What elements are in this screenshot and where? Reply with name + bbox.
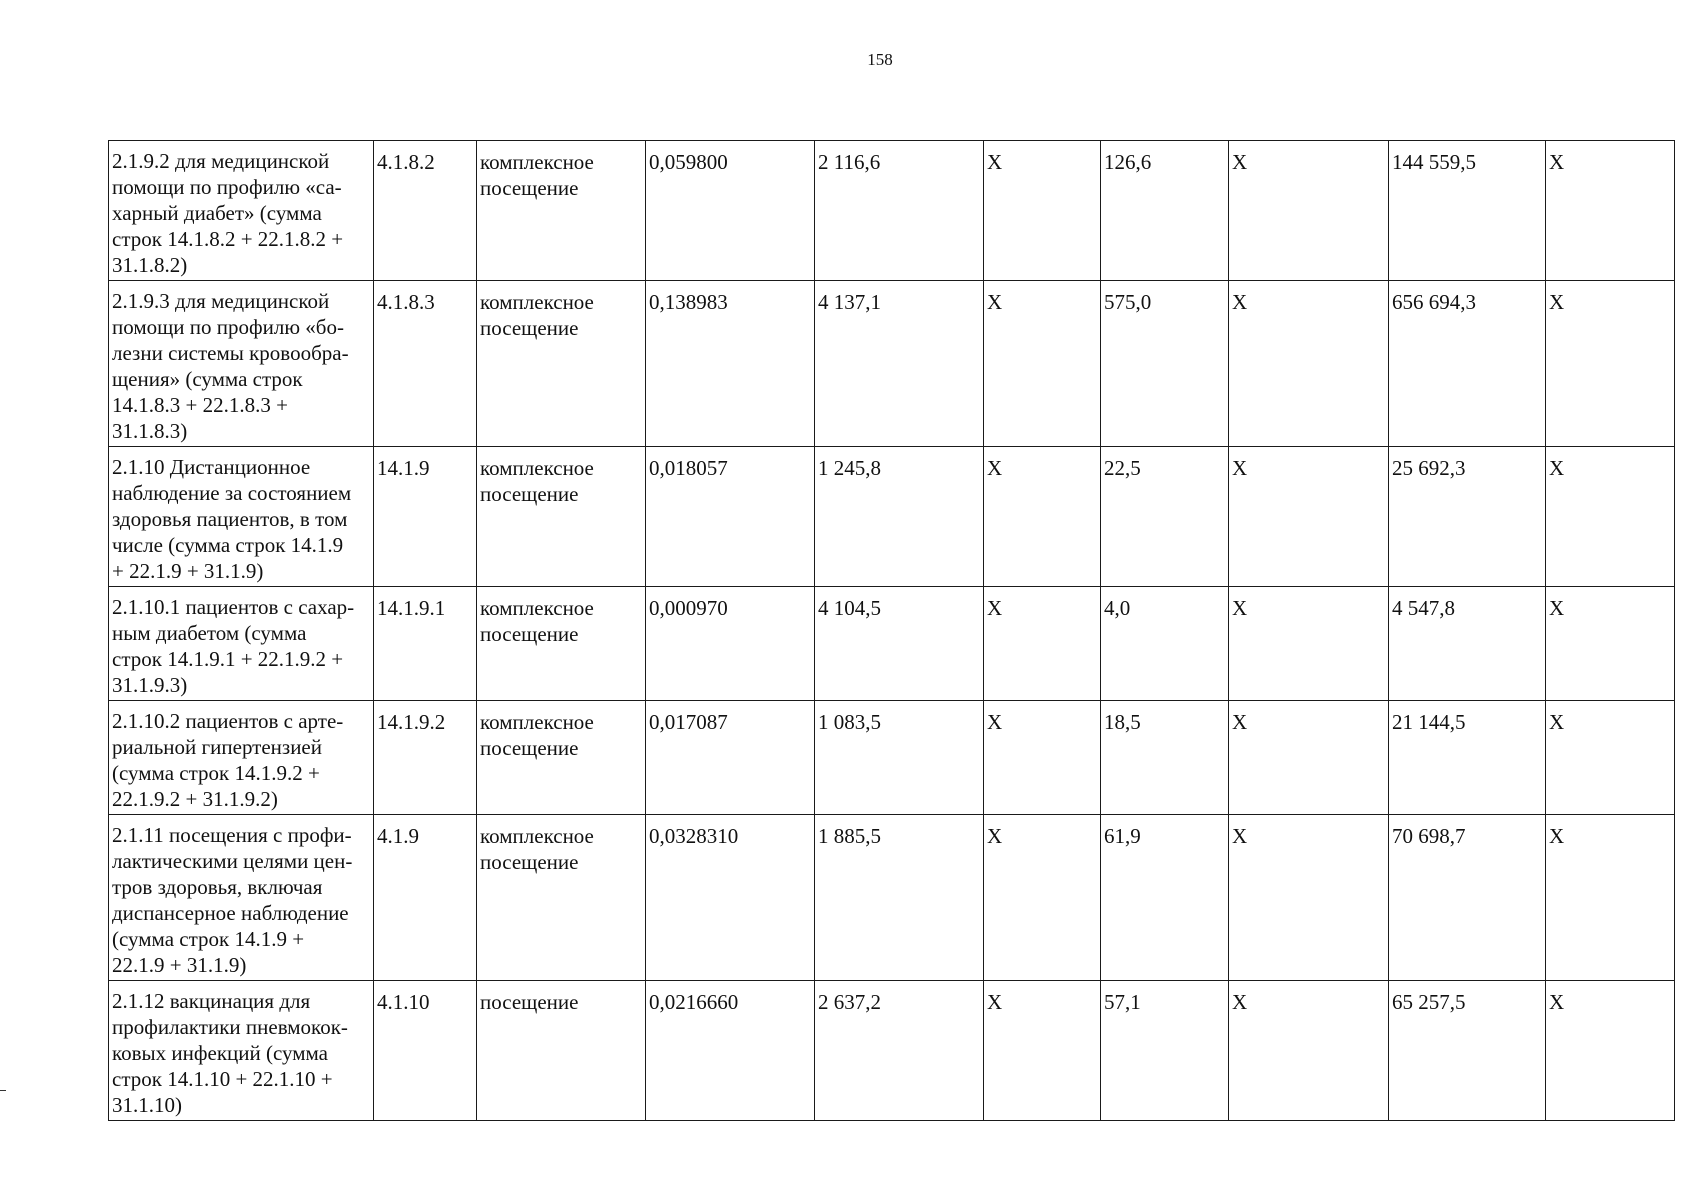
row-value-col10: X (1546, 701, 1675, 815)
row-unit: комплексное посещение (477, 447, 646, 587)
row-code: 4.1.8.2 (374, 141, 477, 281)
row-description: 2.1.9.3 для медицинской помощи по профилю «бо- лезни системы кровообра- щения» (сумма строк 14.1.8.3 + 22.1.8.3 + 31.1.8.3) (109, 281, 374, 447)
row-value-col5: 1 885,5 (815, 815, 984, 981)
row-value-col6: X (984, 141, 1101, 281)
row-value-col9: 65 257,5 (1389, 981, 1546, 1121)
row-value-col8: X (1229, 981, 1389, 1121)
row-value-col6: X (984, 281, 1101, 447)
row-value-col6: X (984, 815, 1101, 981)
table-row (109, 141, 1675, 281)
row-value-col8: X (1229, 701, 1389, 815)
row-unit: комплексное посещение (477, 281, 646, 447)
table-row (109, 447, 1675, 587)
row-value-col4: 0,018057 (646, 447, 815, 587)
row-value-col10: X (1546, 587, 1675, 701)
row-value-col4: 0,0328310 (646, 815, 815, 981)
row-value-col10: X (1546, 281, 1675, 447)
row-value-col8: X (1229, 281, 1389, 447)
row-value-col4: 0,138983 (646, 281, 815, 447)
page-number: 158 (867, 50, 893, 69)
row-value-col9: 4 547,8 (1389, 587, 1546, 701)
row-value-col4: 0,017087 (646, 701, 815, 815)
data-table (108, 140, 1675, 1121)
row-value-col8: X (1229, 587, 1389, 701)
table-row (109, 815, 1675, 981)
table-row (109, 701, 1675, 815)
row-value-col6: X (984, 981, 1101, 1121)
row-value-col9: 144 559,5 (1389, 141, 1546, 281)
table-row (109, 981, 1675, 1121)
row-code: 14.1.9.1 (374, 587, 477, 701)
row-value-col7: 4,0 (1101, 587, 1229, 701)
row-value-col7: 18,5 (1101, 701, 1229, 815)
row-value-col5: 1 083,5 (815, 701, 984, 815)
row-description: 2.1.10.2 пациентов с арте- риальной гипертензией (сумма строк 14.1.9.2 + 22.1.9.2 + 31.1.9.2) (109, 701, 374, 815)
row-description: 2.1.11 посещения с профи- лактическими целями цен- тров здоровья, включая диспансерное наблюдение (сумма строк 14.1.9 + 22.1.9 + 31.1.9) (109, 815, 374, 981)
row-value-col9: 70 698,7 (1389, 815, 1546, 981)
row-value-col4: 0,000970 (646, 587, 815, 701)
table-row (109, 587, 1675, 701)
row-description: 2.1.10 Дистанционное наблюдение за состоянием здоровья пациентов, в том числе (сумма строк 14.1.9 + 22.1.9 + 31.1.9) (109, 447, 374, 587)
row-code: 14.1.9.2 (374, 701, 477, 815)
row-value-col5: 4 104,5 (815, 587, 984, 701)
row-value-col9: 21 144,5 (1389, 701, 1546, 815)
row-description: 2.1.9.2 для медицинской помощи по профилю «са- харный диабет» (сумма строк 14.1.8.2 + 22.1.8.2 + 31.1.8.2) (109, 141, 374, 281)
row-value-col10: X (1546, 981, 1675, 1121)
row-value-col4: 0,0216660 (646, 981, 815, 1121)
row-value-col10: X (1546, 815, 1675, 981)
table-row (109, 281, 1675, 447)
row-value-col5: 2 116,6 (815, 141, 984, 281)
row-unit: комплексное посещение (477, 701, 646, 815)
row-code: 4.1.8.3 (374, 281, 477, 447)
row-value-col8: X (1229, 815, 1389, 981)
row-value-col7: 575,0 (1101, 281, 1229, 447)
row-value-col7: 57,1 (1101, 981, 1229, 1121)
row-value-col8: X (1229, 447, 1389, 587)
row-value-col9: 656 694,3 (1389, 281, 1546, 447)
row-value-col7: 22,5 (1101, 447, 1229, 587)
row-value-col10: X (1546, 447, 1675, 587)
row-value-col6: X (984, 447, 1101, 587)
row-value-col5: 4 137,1 (815, 281, 984, 447)
row-unit: комплексное посещение (477, 815, 646, 981)
row-description: 2.1.12 вакцинация для профилактики пневмокок- ковых инфекций (сумма строк 14.1.10 + 22.1.10 + 31.1.10) (109, 981, 374, 1121)
row-value-col5: 1 245,8 (815, 447, 984, 587)
margin-mark (0, 1090, 6, 1091)
row-value-col8: X (1229, 141, 1389, 281)
row-code: 14.1.9 (374, 447, 477, 587)
row-unit: комплексное посещение (477, 587, 646, 701)
row-description: 2.1.10.1 пациентов с сахар- ным диабетом (сумма строк 14.1.9.1 + 22.1.9.2 + 31.1.9.3) (109, 587, 374, 701)
row-value-col9: 25 692,3 (1389, 447, 1546, 587)
row-value-col7: 126,6 (1101, 141, 1229, 281)
row-value-col6: X (984, 587, 1101, 701)
row-value-col5: 2 637,2 (815, 981, 984, 1121)
row-value-col7: 61,9 (1101, 815, 1229, 981)
row-value-col10: X (1546, 141, 1675, 281)
row-value-col4: 0,059800 (646, 141, 815, 281)
row-code: 4.1.10 (374, 981, 477, 1121)
row-unit: посещение (477, 981, 646, 1121)
row-value-col6: X (984, 701, 1101, 815)
row-unit: комплексное посещение (477, 141, 646, 281)
row-code: 4.1.9 (374, 815, 477, 981)
